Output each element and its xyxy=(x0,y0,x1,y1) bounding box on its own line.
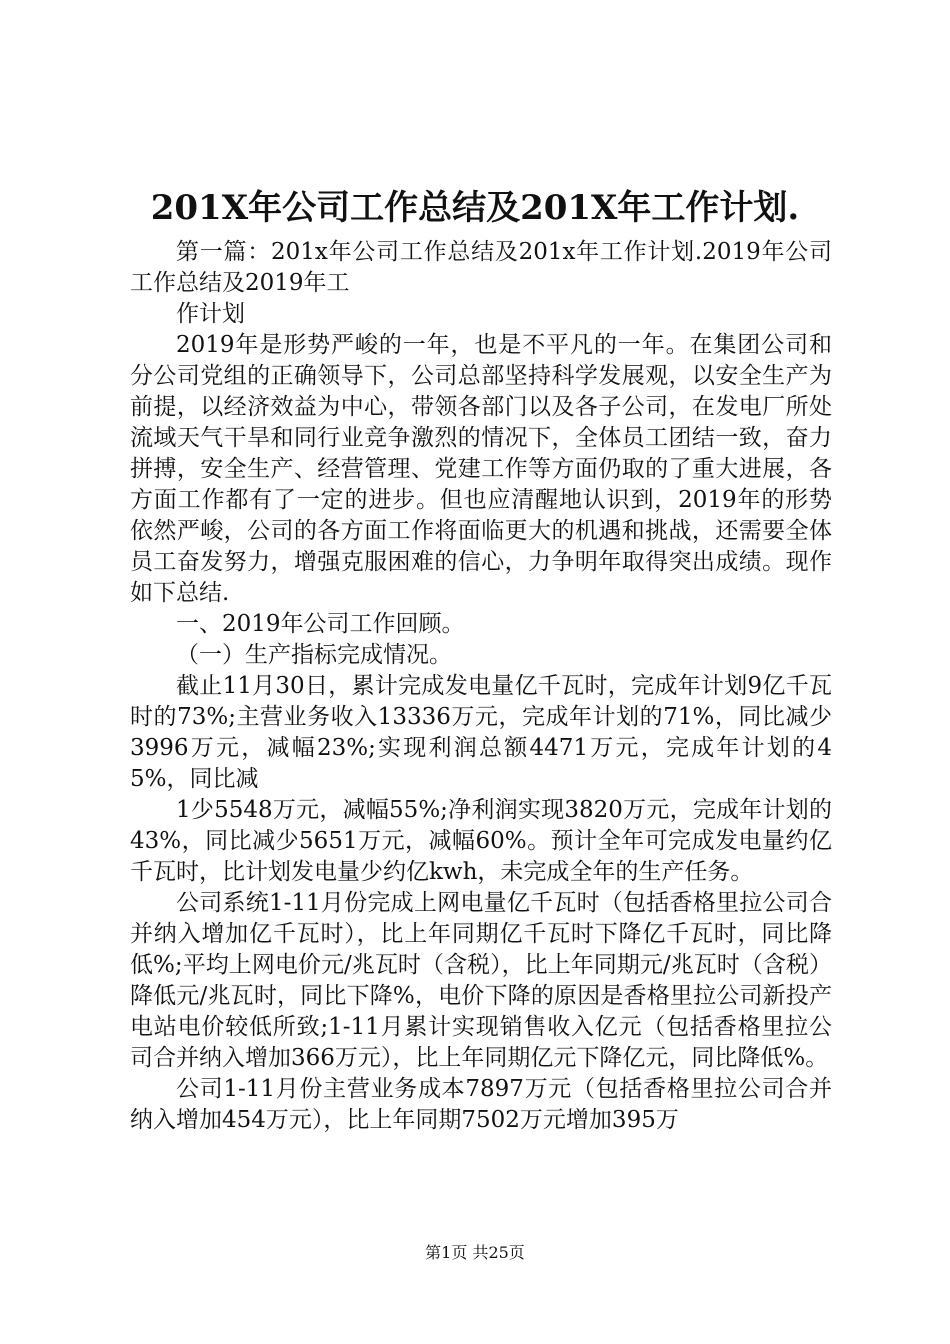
document-body xyxy=(130,237,832,1136)
paragraph-overview: 2019年是形势严峻的一年，也是不平凡的一年。在集团公司和分公司党组的正确领导下，公司总部坚持科学发展观，以安全生产为前提，以经济效益为中心，带领各部门以及各子公司，在发电厂所处流域天气干旱和同行业竞争激烈的情况下，全体员工团结一致，奋力拼搏，安全生产、经营管理、党建工作等方面仍取的了重大进展，各方面工作都有了一定的进步。但也应清醒地认识到，2019年的形势依然严峻，公司的各方面工作将面临更大的机遇和挑战，还需要全体员工奋发努力，增强克服困难的信心，力争明年取得突出成绩。现作如下总结. xyxy=(130,332,832,606)
paragraph-intro: 第一篇：201x年公司工作总结及201x年工作计划.2019年公司工作总结及2019年工 xyxy=(130,239,832,296)
paragraph-business-cost: 公司1-11月份主营业务成本7897万元（包括香格里拉公司合并纳入增加454万元），比上年同期7502万元增加395万 xyxy=(130,1076,832,1133)
document-title: 201X年公司工作总结及201X年工作计划. xyxy=(150,188,800,228)
paragraph-production-stats: 截止11月30日，累计完成发电量亿千瓦时，完成年计划9亿千瓦时的73%;主营业务收入13336万元，完成年计划的71%，同比减少3996万元，减幅23%;实现利润总额4471万元，完成年计划的45%，同比减 xyxy=(130,673,832,792)
paragraph-profit-stats: 1少5548万元，减幅55%;净利润实现3820万元，完成年计划的43%，同比减少5651万元，减幅60%。预计全年可完成发电量约亿千瓦时，比计划发电量少约亿kwh，未完成全年的生产任务。 xyxy=(130,797,832,885)
section-heading-review: 一、2019年公司工作回顾。 xyxy=(176,611,465,637)
paragraph-grid-power: 公司系统1-11月份完成上网电量亿千瓦时（包括香格里拉公司合并纳入增加亿千瓦时），比上年同期亿千瓦时下降亿千瓦时，同比降低%;平均上网电价元/兆瓦时（含税），比上年同期元/兆瓦时（含税）降低元/兆瓦时，同比下降%，电价下降的原因是香格里拉公司新投产电站电价较低所致;1-11月累计实现销售收入亿元（包括香格里拉公司合并纳入增加366万元），比上年同期亿元下降亿元，同比降低%。 xyxy=(130,890,832,1071)
page-number-footer: 第1页 共25页 xyxy=(425,1243,525,1262)
subsection-heading-production: （一）生产指标完成情况。 xyxy=(176,642,452,668)
paragraph-intro-continued: 作计划 xyxy=(176,301,245,327)
